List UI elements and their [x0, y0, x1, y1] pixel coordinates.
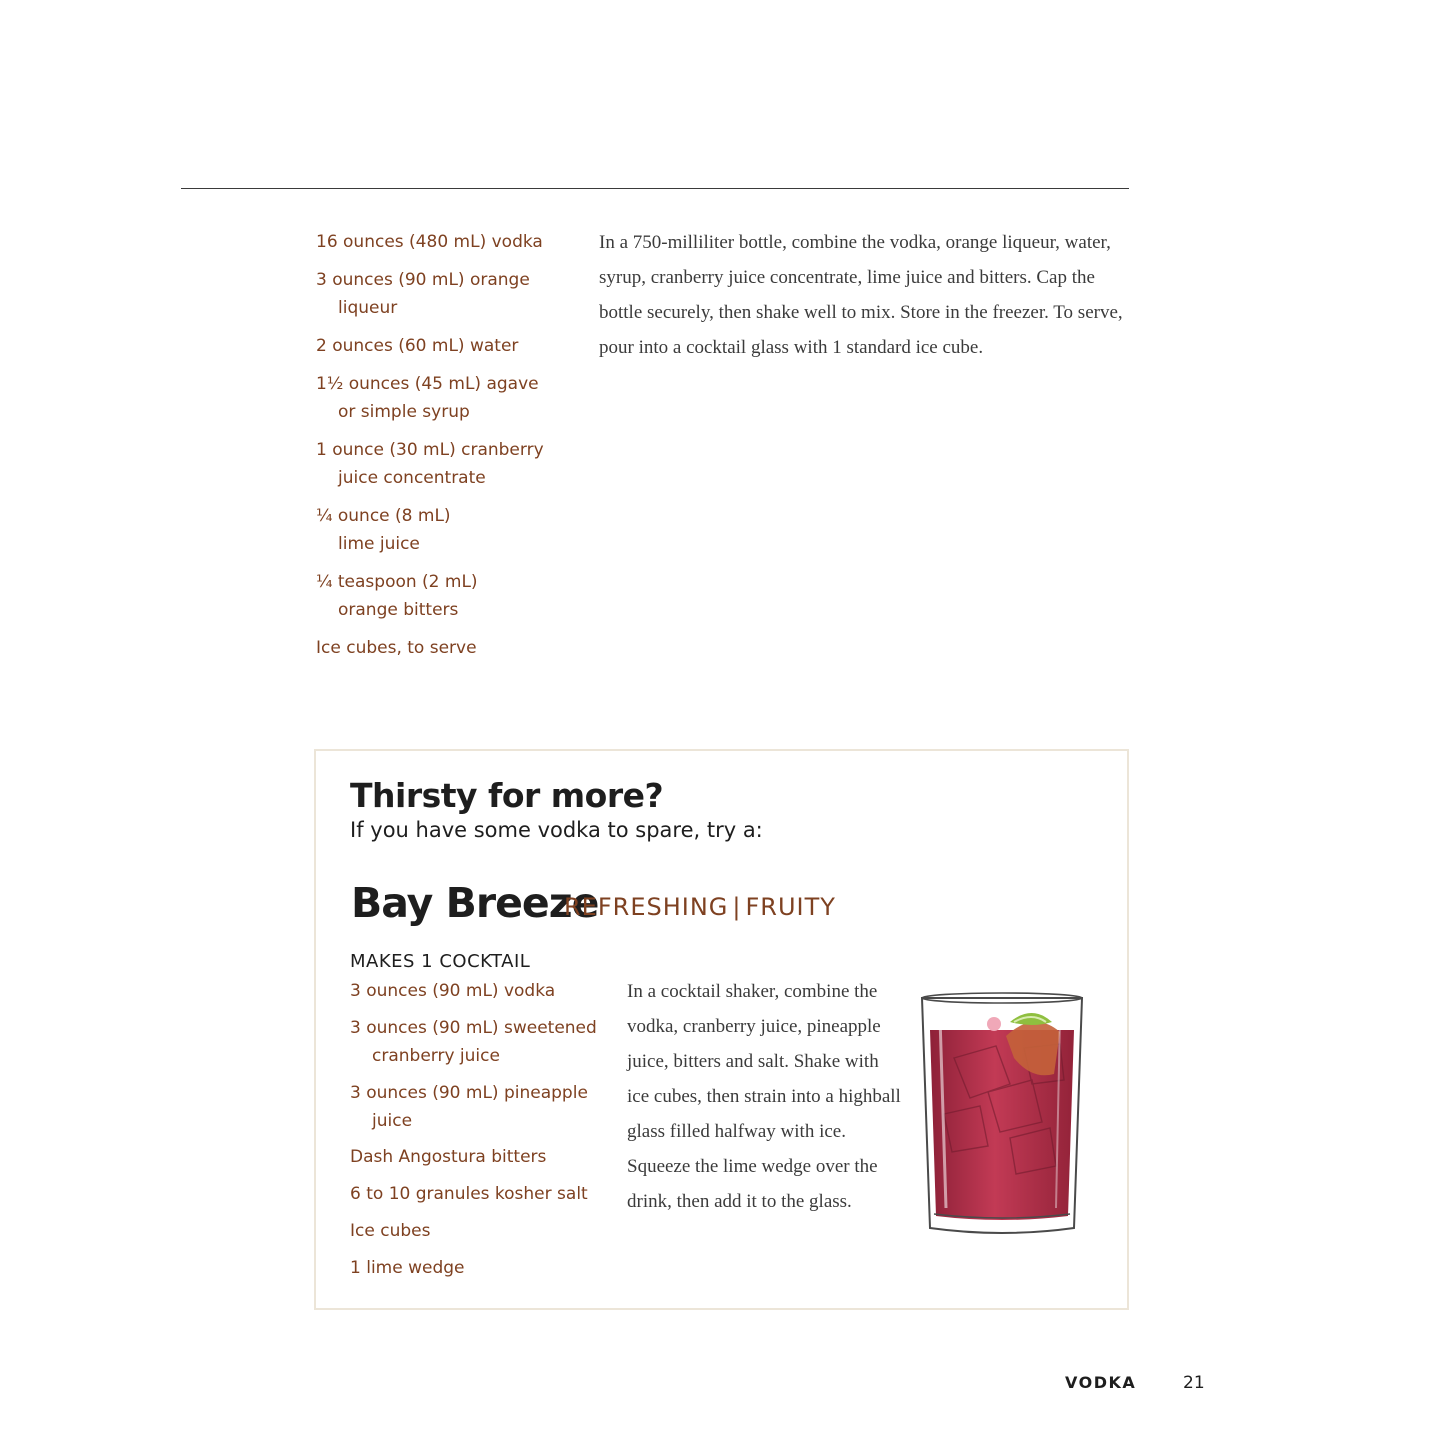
page-number: 21 — [1183, 1373, 1205, 1393]
recipe-title: Bay Breeze — [351, 879, 599, 927]
flavor-tag: FRUITY — [745, 893, 836, 921]
highball-glass-icon — [914, 988, 1090, 1238]
ingredient-item: 3 ounces (90 mL) pineapple juice — [350, 1082, 588, 1131]
ingredient-item: ¼ teaspoon (2 mL) orange bitters — [316, 572, 478, 620]
ingredient-item: 2 ounces (60 mL) water — [316, 336, 519, 356]
ingredient-item: 1½ ounces (45 mL) agave or simple syrup — [316, 374, 539, 422]
tag-separator: | — [732, 893, 742, 921]
recipe-yield: MAKES 1 COCKTAIL — [350, 951, 531, 972]
main-method-text: In a 750-milliliter bottle, combine the vodka, orange liqueur, water, syrup, cranberry juice concentrate, lime juice and bitters. Cap the bottle securely, then shake well to mix. Store in the freezer. To serve, pour into a cocktail glass with 1 standard ice cube. — [599, 232, 1123, 358]
ingredient-item: Ice cubes — [350, 1220, 431, 1241]
footer-section-label: VODKA — [1065, 1373, 1137, 1392]
ingredient-item: 16 ounces (480 mL) vodka — [316, 232, 543, 252]
main-ingredients-list — [316, 228, 561, 672]
ingredient-item: 6 to 10 granules kosher salt — [350, 1184, 588, 1205]
ingredient-item: Dash Angostura bitters — [350, 1147, 547, 1168]
ingredient-item: Ice cubes, to serve — [316, 638, 477, 658]
bay-breeze-method-text: In a cocktail shaker, combine the vodka, cranberry juice, pineapple juice, bitters and salt. Shake with ice cubes, then strain into a highball glass filled halfway with ice. Squeeze the lime wedge over the drink, then add it to the glass. — [627, 981, 901, 1212]
ingredient-item: ¼ ounce (8 mL) lime juice — [316, 506, 451, 554]
sidebar-heading: Thirsty for more? — [350, 776, 664, 815]
ingredient-item: 3 ounces (90 mL) orange liqueur — [316, 270, 530, 318]
flavor-tags — [564, 893, 836, 921]
ingredient-item: 3 ounces (90 mL) sweetened cranberry juice — [350, 1017, 597, 1066]
bay-breeze-ingredients-list — [350, 977, 605, 1291]
ingredient-item: 3 ounces (90 mL) vodka — [350, 981, 556, 1001]
top-divider-rule — [181, 188, 1129, 189]
ingredient-item: 1 ounce (30 mL) cranberry juice concentrate — [316, 440, 544, 488]
ingredient-item: 1 lime wedge — [350, 1257, 465, 1278]
flavor-tag: REFRESHING — [564, 893, 729, 921]
sidebar-subheading: If you have some vodka to spare, try a: — [350, 818, 763, 842]
